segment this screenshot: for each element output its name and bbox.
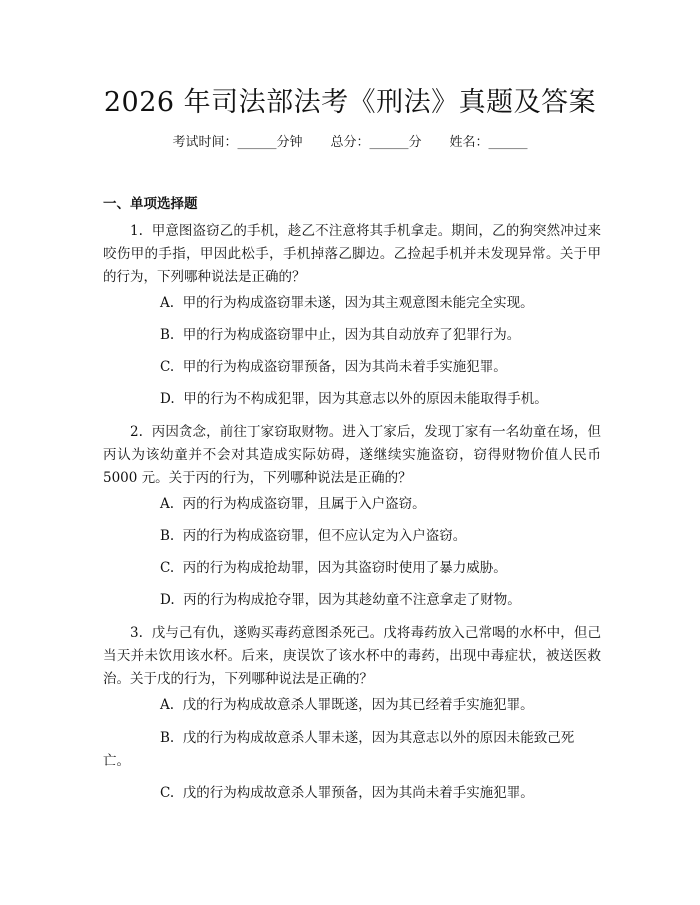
question-2-option-d: D. 丙的行为构成抢夺罪，因为其趁幼童不注意拿走了财物。 <box>160 592 521 608</box>
question-3-option-c: C. 戊的行为构成故意杀人罪预备，因为其尚未着手实施犯罪。 <box>160 785 534 801</box>
question-3-option-a: A. 戊的行为构成故意杀人罪既遂，因为其已经着手实施犯罪。 <box>160 697 534 713</box>
question-1-stem: 1. 甲意图盗窃乙的手机，趁乙不注意将其手机拿走。期间，乙的狗突然冲过来咬伤甲的手指，甲因此松手，手机掉落乙脚边。乙捡起手机并未发现异常。关于甲的行为，下列哪种说法是正确的？ <box>103 223 601 285</box>
question-2-option-b: B. 丙的行为构成盗窃罪，但不应认定为入户盗窃。 <box>160 528 467 544</box>
question-3-stem: 3. 戊与己有仇，遂购买毒药意图杀死己。戊将毒药放入己常喝的水杯中，但己当天并未饮用该水杯。后来，庚误饮了该水杯中的毒药，出现中毒症状，被送医救治。关于戊的行为，下列哪种说法是正确的？ <box>103 625 601 687</box>
section-heading: 一、单项选择题 <box>103 196 198 212</box>
question-2-option-c: C. 丙的行为构成抢劫罪，因为其盗窃时使用了暴力威胁。 <box>160 560 507 576</box>
question-3-option-b: B. 戊的行为构成故意杀人罪未遂，因为其意志以外的原因未能致己死亡。 <box>103 730 575 769</box>
question-1-option-d: D. 甲的行为不构成犯罪，因为其意志以外的原因未能取得手机。 <box>160 391 548 407</box>
question-2-option-a: A. 丙的行为构成盗窃罪，且属于入户盗窃。 <box>160 496 426 512</box>
question-2-stem: 2. 丙因贪念，前往丁家窃取财物。进入丁家后，发现丁家有一名幼童在场，但丙认为该幼童并不会对其造成实际妨碍，遂继续实施盗窃，窃得财物价值人民币 5000 元。关于丙的行为，下列哪种说法是正确的？ <box>103 424 601 486</box>
page-title: 2026 年司法部法考《刑法》真题及答案 <box>103 87 597 118</box>
question-1-option-c: C. 甲的行为构成盗窃罪预备，因为其尚未着手实施犯罪。 <box>160 359 507 375</box>
total-score: 总分：______分 <box>330 135 422 150</box>
exam-meta <box>0 131 700 150</box>
question-1-option-a: A. 甲的行为构成盗窃罪未遂，因为其主观意图未能完全实现。 <box>160 295 534 311</box>
student-name: 姓名：______ <box>449 135 528 150</box>
question-1-option-b: B. 甲的行为构成盗窃罪中止，因为其自动放弃了犯罪行为。 <box>160 327 521 343</box>
exam-time: 考试时间：______分钟 <box>172 135 303 150</box>
